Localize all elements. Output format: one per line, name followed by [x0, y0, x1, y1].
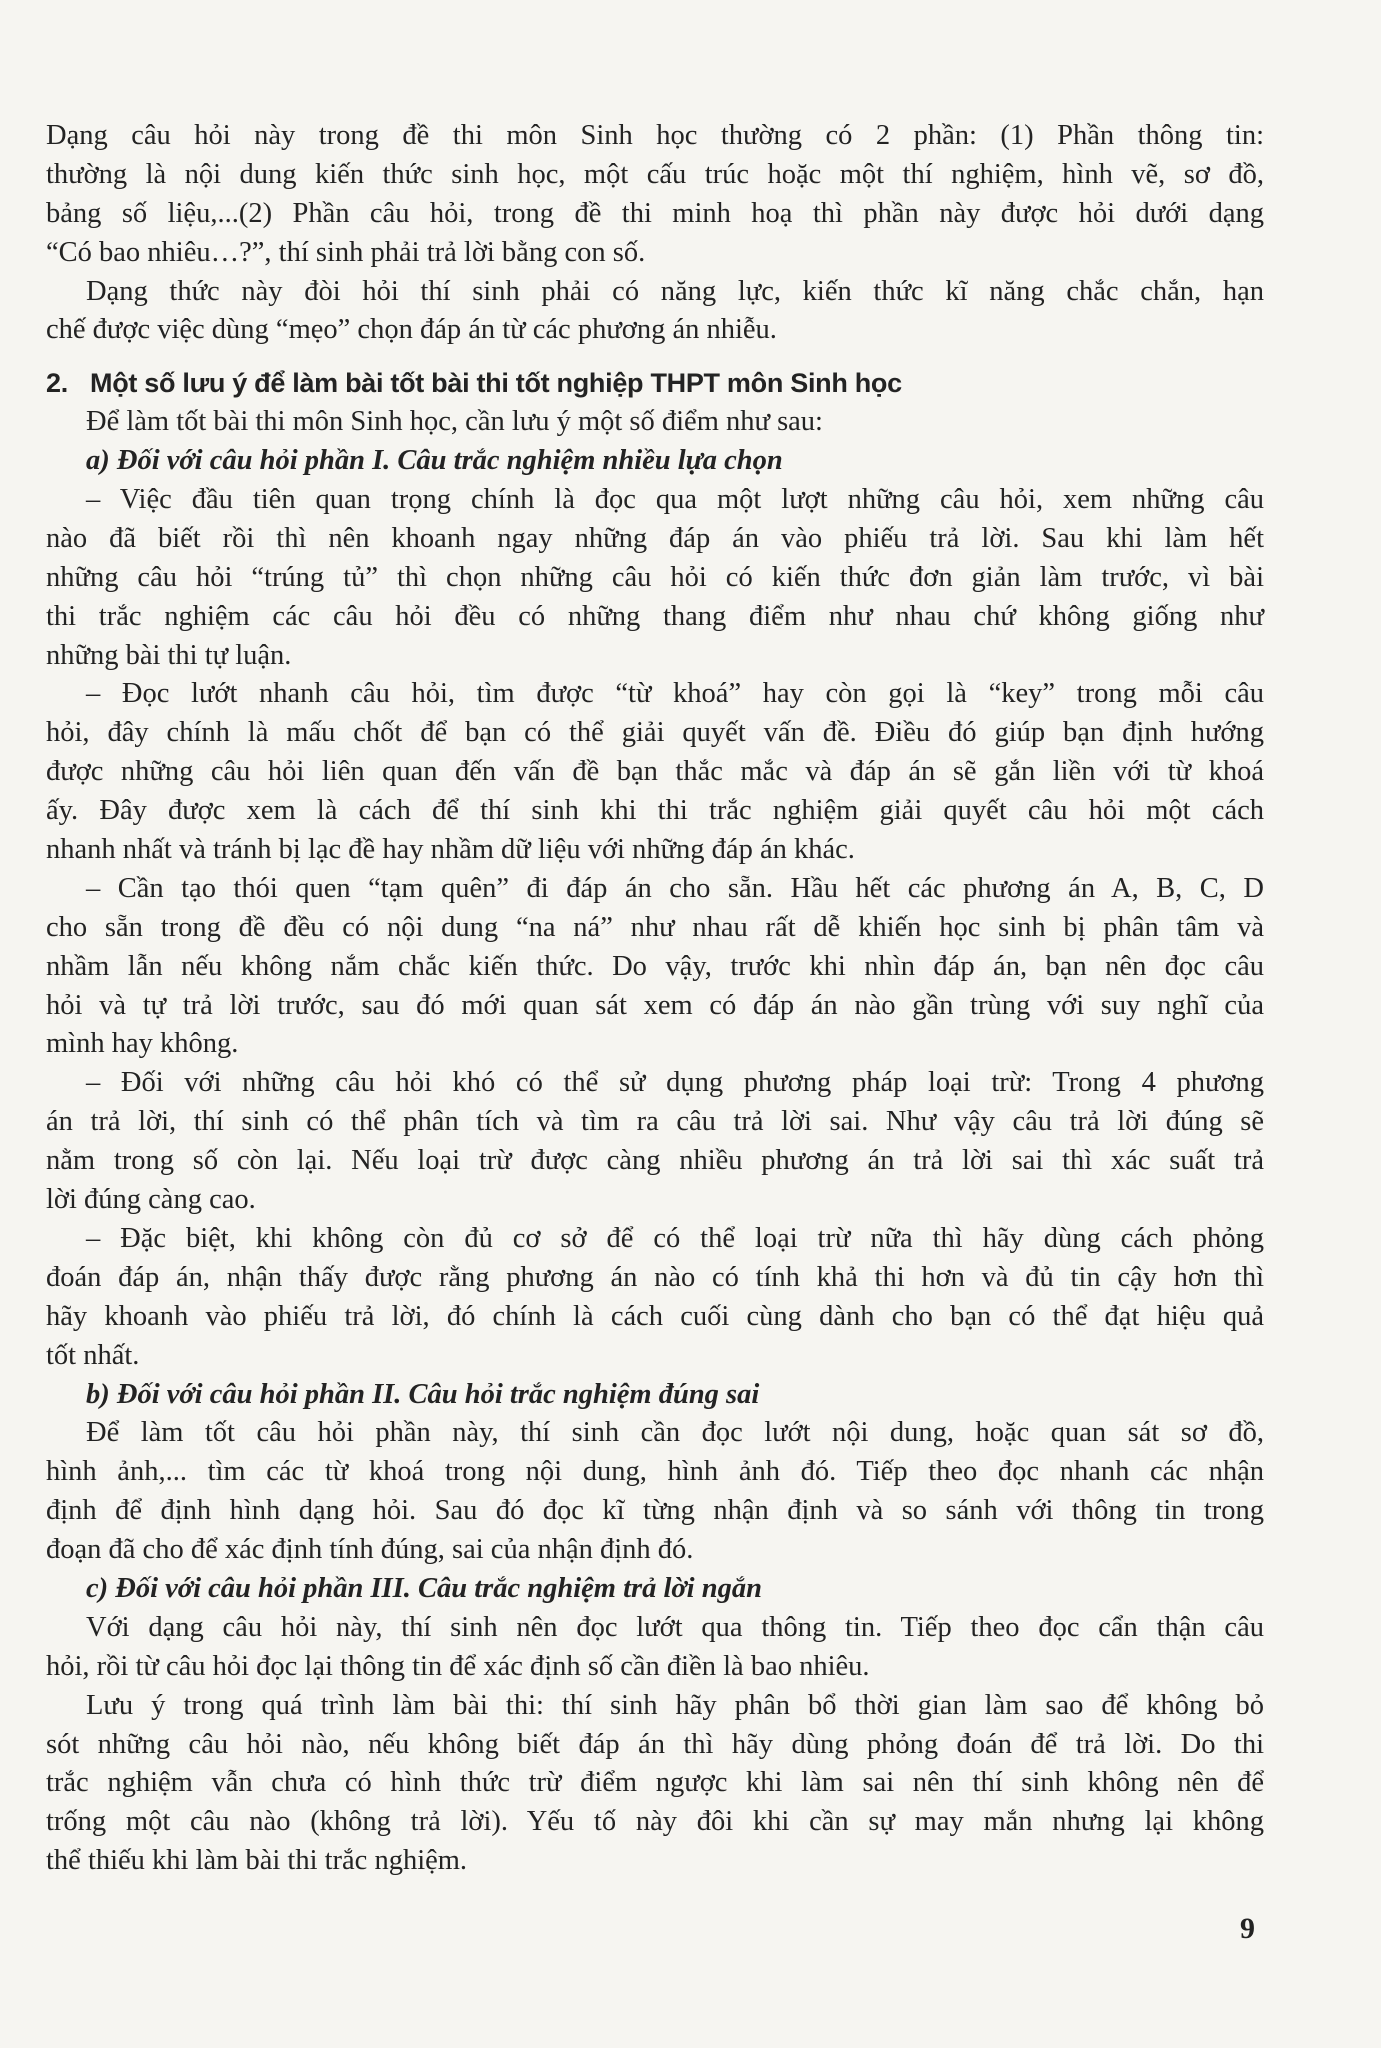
text-line: b) Đối với câu hỏi phần II. Câu hỏi trắc nghiệm đúng sai	[86, 1378, 760, 1410]
paragraph	[46, 1414, 1264, 1570]
text-line: Lưu ý trong quá trình làm bài thi: thí sinh hãy phân bổ thời gian làm sao để không bỏ	[86, 1689, 1264, 1721]
text-line: trống một câu nào (không trả lời). Yếu tố này đôi khi cần sự may mắn nhưng lại không	[46, 1806, 1264, 1838]
text-line: hãy khoanh vào phiếu trả lời, đó chính là cách cuối cùng dành cho bạn có thể đạt hiệu quả	[46, 1300, 1264, 1332]
text-line: đoán đáp án, nhận thấy được rằng phương án nào có tính khả thi hơn và đủ tin cậy hơn thì	[46, 1261, 1264, 1293]
text-line: – Đọc lướt nhanh câu hỏi, tìm được “từ khoá” hay còn gọi là “key” trong mỗi câu	[86, 678, 1264, 710]
page-body	[46, 117, 1264, 1881]
text-line: nằm trong số còn lại. Nếu loại trừ được càng nhiều phương án trả lời sai thì xác suất trả	[46, 1145, 1264, 1177]
paragraph	[46, 273, 1264, 351]
text-line: c) Đối với câu hỏi phần III. Câu trắc nghiệm trả lời ngắn	[86, 1572, 762, 1604]
text-line: cho sẵn trong đề đều có nội dung “na ná” như nhau rất dễ khiến học sinh bị phân tâm và	[46, 911, 1264, 943]
text-line: những bài thi tự luận.	[46, 639, 292, 671]
text-line: định để định hình dạng hỏi. Sau đó đọc kĩ từng nhận định và so sánh với thông tin trong	[46, 1495, 1264, 1527]
text-line: Dạng câu hỏi này trong đề thi môn Sinh học thường có 2 phần: (1) Phần thông tin:	[46, 120, 1264, 151]
text-line: nào đã biết rồi thì nên khoanh ngay những đáp án vào phiếu trả lời. Sau khi làm hết	[46, 522, 1264, 554]
text-line: thường là nội dung kiến thức sinh học, một cấu trúc hoặc một thí nghiệm, hình vẽ, sơ đồ,	[46, 158, 1264, 190]
paragraph	[46, 403, 1264, 442]
paragraph	[46, 1687, 1264, 1881]
text-line: – Đối với những câu hỏi khó có thể sử dụng phương pháp loại trừ: Trong 4 phương	[86, 1067, 1264, 1099]
text-line: nhầm lẫn nếu không nắm chắc kiến thức. Do vậy, trước khi nhìn đáp án, bạn nên đọc câu	[46, 950, 1264, 982]
text-line: Để làm tốt bài thi môn Sinh học, cần lưu ý một số điểm như sau:	[86, 406, 823, 438]
paragraph	[46, 675, 1264, 869]
text-line: Với dạng câu hỏi này, thí sinh nên đọc lướt qua thông tin. Tiếp theo đọc cẩn thận câu	[86, 1611, 1264, 1643]
text-line: trắc nghiệm vẫn chưa có hình thức trừ điểm ngược khi làm sai nên thí sinh không nên để	[46, 1767, 1264, 1799]
page-number: 9	[1240, 1912, 1255, 1945]
paragraph	[46, 117, 1264, 273]
text-line: Để làm tốt câu hỏi phần này, thí sinh cần đọc lướt nội dung, hoặc quan sát sơ đồ,	[86, 1417, 1264, 1449]
text-line: sót những câu hỏi nào, nếu không biết đáp án thì hãy dùng phỏng đoán để trả lời. Do thi	[46, 1728, 1264, 1760]
heading-text: Một số lưu ý để làm bài tốt bài thi tốt nghiệp THPT môn Sinh học	[90, 368, 902, 399]
text-line: lời đúng càng cao.	[46, 1184, 256, 1216]
paragraph	[46, 1609, 1264, 1687]
text-line: thi trắc nghiệm các câu hỏi đều có những thang điểm như nhau chứ không giống như	[46, 600, 1264, 632]
text-line: hỏi và tự trả lời trước, sau đó mới quan sát xem có đáp án nào gần trùng với suy nghĩ của	[46, 989, 1264, 1021]
text-line: hỏi, đây chính là mấu chốt để bạn có thể giải quyết vấn đề. Điều đó giúp bạn định hướng	[46, 717, 1264, 749]
text-line: hình ảnh,... tìm các từ khoá trong nội dung, hình ảnh đó. Tiếp theo đọc nhanh các nhận	[46, 1456, 1264, 1488]
heading-number: 2.	[46, 368, 68, 399]
text-line: nhanh nhất và tránh bị lạc đề hay nhầm dữ liệu với những đáp án khác.	[46, 834, 855, 866]
text-line: mình hay không.	[46, 1028, 239, 1060]
text-line: những câu hỏi “trúng tủ” thì chọn những câu hỏi có kiến thức đơn giản làm trước, vì bài	[46, 561, 1264, 593]
heading-line	[46, 364, 1264, 403]
text-line: tốt nhất.	[46, 1339, 140, 1371]
text-line: – Cần tạo thói quen “tạm quên” đi đáp án cho sẵn. Hầu hết các phương án A, B, C, D	[86, 872, 1264, 904]
paragraph	[46, 870, 1264, 1064]
text-line: bảng số liệu,...(2) Phần câu hỏi, trong đề thi minh hoạ thì phần này được hỏi dưới dạng	[46, 197, 1264, 229]
text-line: được những câu hỏi liên quan đến vấn đề bạn thắc mắc và đáp án sẽ gắn liền với từ khoá	[46, 756, 1264, 788]
paragraph	[46, 481, 1264, 675]
text-line: a) Đối với câu hỏi phần I. Câu trắc nghiệm nhiều lựa chọn	[86, 445, 783, 477]
text-line: “Có bao nhiêu…?”, thí sinh phải trả lời bằng con số.	[46, 236, 646, 268]
text-line: ấy. Đây được xem là cách để thí sinh khi thi trắc nghiệm giải quyết câu hỏi một cách	[46, 795, 1264, 827]
text-line: Dạng thức này đòi hỏi thí sinh phải có năng lực, kiến thức kĩ năng chắc chắn, hạn	[86, 275, 1264, 307]
text-line: thể thiếu khi làm bài thi trắc nghiệm.	[46, 1845, 468, 1877]
text-line: – Việc đầu tiên quan trọng chính là đọc qua một lượt những câu hỏi, xem những câu	[86, 484, 1264, 516]
text-line: đoạn đã cho để xác định tính đúng, sai của nhận định đó.	[46, 1534, 694, 1566]
subsection-heading	[46, 1376, 1264, 1415]
paragraph	[46, 1220, 1264, 1376]
paragraph	[46, 1064, 1264, 1220]
subsection-heading	[46, 442, 1264, 481]
text-line: hỏi, rồi từ câu hỏi đọc lại thông tin để xác định số cần điền là bao nhiêu.	[46, 1650, 870, 1682]
text-line: – Đặc biệt, khi không còn đủ cơ sở để có thể loại trừ nữa thì hãy dùng cách phỏng	[86, 1222, 1264, 1254]
section-heading	[46, 364, 1264, 403]
text-line: chế được việc dùng “mẹo” chọn đáp án từ các phương án nhiễu.	[46, 314, 777, 346]
subsection-heading	[46, 1570, 1264, 1609]
text-line: án trả lời, thí sinh có thể phân tích và tìm ra câu trả lời sai. Như vậy câu trả lời đúng sẽ	[46, 1106, 1264, 1138]
